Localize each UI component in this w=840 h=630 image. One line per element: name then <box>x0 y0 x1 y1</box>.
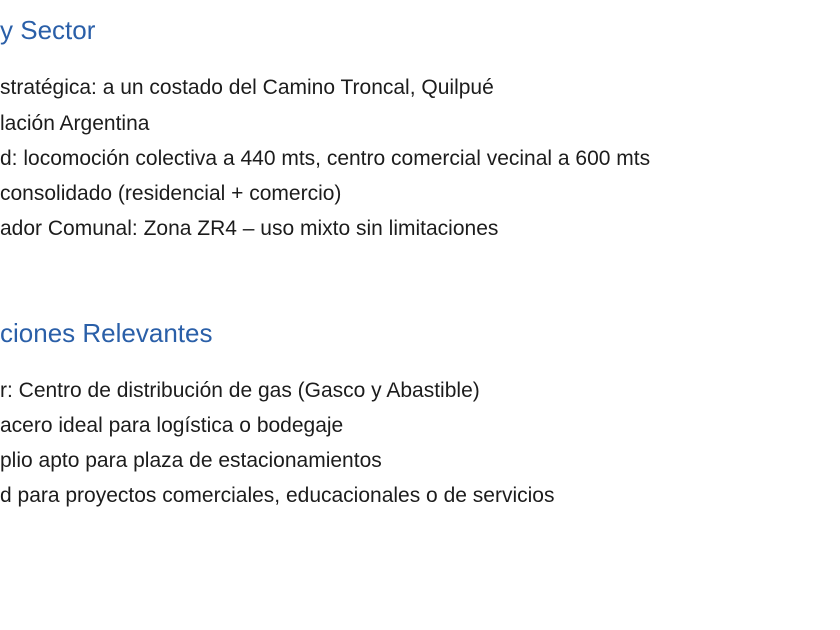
sector-line-context: consolidado (residencial + comercio) <box>0 182 342 205</box>
relevant-line-projects: d para proyectos comerciales, educacionales o de servicios <box>0 484 555 507</box>
section-heading-relevant: ciones Relevantes <box>0 318 213 348</box>
sector-line-connectivity: d: locomoción colectiva a 440 mts, centro comercial vecinal a 600 mts <box>0 147 651 170</box>
relevant-line-logistics: acero ideal para logística o bodegaje <box>0 414 344 437</box>
relevant-line-parking: plio apto para plaza de estacionamientos <box>0 449 382 472</box>
sector-line-population: lación Argentina <box>0 112 150 135</box>
section-heading-sector: y Sector <box>0 15 96 45</box>
relevant-line-distribution: r: Centro de distribución de gas (Gasco y Abastible) <box>0 379 480 402</box>
sector-line-location: stratégica: a un costado del Camino Troncal, Quilpué <box>0 76 494 99</box>
sector-line-zoning: ador Comunal: Zona ZR4 – uso mixto sin limitaciones <box>0 217 499 240</box>
